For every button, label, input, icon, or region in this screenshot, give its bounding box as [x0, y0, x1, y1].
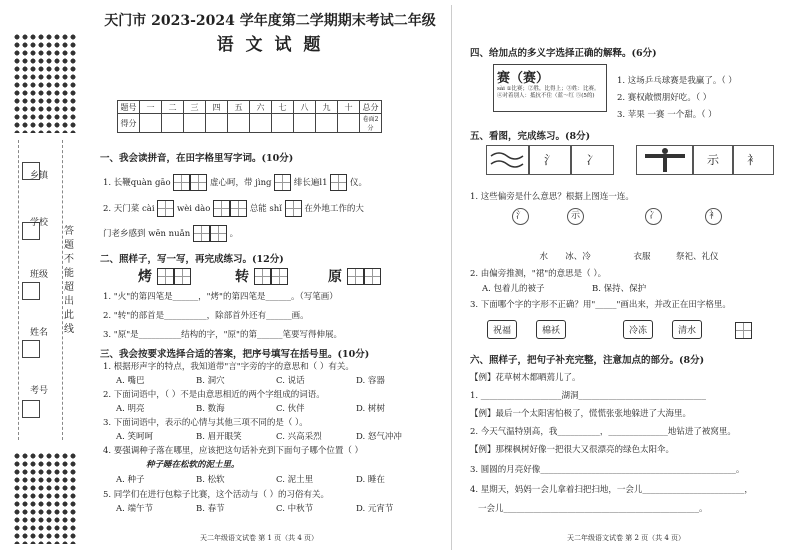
s3-q1-options [116, 375, 446, 387]
option[interactable]: A. 明亮 [116, 404, 145, 414]
exam-title: 天门市 2023-2024 学年度第二学期期末考试二年级 [104, 13, 436, 29]
option[interactable]: A. 包着儿的被子 [482, 284, 545, 294]
s1-text: 仪。 [349, 178, 367, 188]
sample-char: 转 [235, 269, 249, 285]
dictionary-char: 赛（赛） [497, 71, 550, 86]
s2-q3: 3. "原"是__________结构的字，"原"的第______笔要写得伸展。 [103, 330, 342, 340]
s6-line-3[interactable]: 3. 圆圆的月亮好像______________________________________________。 [470, 465, 745, 475]
radical-circle[interactable]: 氵 [512, 208, 529, 225]
score-cell: 十 [338, 101, 360, 114]
char-yuan [328, 266, 381, 286]
option[interactable]: B. 数海 [196, 404, 225, 414]
radical-box: 衤 [732, 145, 774, 175]
option[interactable]: C. 泥土里 [276, 475, 314, 485]
tianzige-box[interactable] [174, 268, 191, 285]
tianzige-box[interactable] [347, 268, 364, 285]
option[interactable]: A. 端午节 [116, 504, 154, 514]
sample-char: 原 [328, 269, 342, 285]
score-cell: 卷面2分 [360, 114, 382, 133]
s1-line-3 [103, 225, 238, 242]
char-kao [138, 266, 191, 286]
class-label: 班级 [30, 270, 49, 280]
s6-example-1: 【例】花草树木都晒蔫儿了。 [470, 373, 581, 383]
score-cell[interactable] [140, 114, 162, 133]
option[interactable]: B. 春节 [196, 504, 225, 514]
radical-circle[interactable]: 冫 [645, 208, 662, 225]
score-cell: 九 [316, 101, 338, 114]
option[interactable]: B. 松软 [196, 475, 225, 485]
s3-q5: 5. 同学们在进行包粽子比赛，这个活动与（ ）的习俗有关。 [103, 490, 330, 500]
tianzige-box[interactable] [735, 322, 752, 339]
exam-subtitle: 语 文 试 题 [216, 35, 324, 55]
s5-q1: 1. 这些偏旁是什么意思？根据上图连一连。 [470, 192, 634, 202]
s3-q2: 2. 下面词语中，（ ）不是由意思相近的两个字组成的词语。 [103, 390, 325, 400]
score-cell[interactable] [294, 114, 316, 133]
score-cell: 总分 [360, 101, 382, 114]
s1-text: 。 [229, 229, 239, 239]
name-field[interactable] [22, 340, 40, 358]
s5-q2-options [482, 283, 762, 295]
score-cell: 六 [250, 101, 272, 114]
option[interactable]: C. 说话 [276, 376, 305, 386]
score-cell: 七 [272, 101, 294, 114]
score-cell: 五 [228, 101, 250, 114]
tianzige-box[interactable] [230, 200, 247, 217]
score-cell[interactable] [184, 114, 206, 133]
score-cell: 三 [184, 101, 206, 114]
option[interactable]: C. 伙伴 [276, 404, 305, 414]
option[interactable]: D. 怒气冲冲 [356, 432, 402, 442]
section-1-heading: 一、我会读拼音，在田字格里写字词。(10分) [100, 153, 294, 164]
score-cell[interactable] [228, 114, 250, 133]
radical-circle[interactable]: 示 [567, 208, 584, 225]
section-5-heading: 五、看图，完成练习。(8分) [470, 131, 591, 142]
seal-line-note: 答题不能超出此线 [64, 226, 74, 335]
score-cell: 一 [140, 101, 162, 114]
section-4-heading: 四、给加点的多义字选择正确的解释。(6分) [470, 48, 657, 59]
tianzige-box[interactable] [364, 268, 381, 285]
score-cell: 题号 [118, 101, 140, 114]
student-info-strip [8, 140, 88, 440]
option[interactable]: B. 保持、保护 [592, 284, 647, 294]
tianzige-box[interactable] [285, 200, 302, 217]
word-box[interactable]: 冷冻 [623, 320, 653, 339]
s5-q2: 2. 由偏旁推测，"裙"的意思是（ ）。 [470, 269, 607, 279]
section-3-heading: 三、我会按要求选择合适的答案，把序号填写在括号里。(10分) [100, 349, 370, 360]
s1-line-2 [103, 200, 364, 217]
cut-line [18, 140, 19, 440]
option[interactable]: C. 兴高采烈 [276, 432, 322, 442]
score-cell: 四 [206, 101, 228, 114]
dictionary-defs: sài ①比赛；②胜，比得上；③姓：比赛。④对着别人：抵抗不住（蓝～红 ⑤(5的) [497, 86, 600, 99]
water-icon [487, 146, 529, 174]
section-6-heading: 六、照样子，把句子补充完整，注意加点的部分。(8分) [470, 355, 705, 366]
meaning-word[interactable]: 衣服 [633, 252, 651, 262]
binding-dots-top [13, 33, 77, 133]
altar-picture [636, 145, 694, 175]
dictionary-entry-box [493, 64, 607, 112]
s4-q1: 1. 这场乒乓球赛是我赢了。（ ） [617, 76, 737, 86]
name-label: 姓名 [30, 328, 49, 338]
score-cell[interactable] [316, 114, 338, 133]
radical-box: 冫 [570, 145, 614, 175]
tianzige-box[interactable] [254, 268, 271, 285]
s3-q4-sentence: 种子睡在松软的泥土里。 [146, 460, 240, 470]
altar-icon [637, 146, 693, 174]
score-table-score-row [118, 114, 382, 133]
tianzige-box[interactable] [173, 174, 190, 191]
score-cell[interactable] [272, 114, 294, 133]
option[interactable]: A. 笑呵呵 [116, 432, 154, 442]
option[interactable]: C. 中秋节 [276, 504, 314, 514]
s1-text: 总能 shǐ [249, 204, 282, 214]
s5-q3: 3. 下面哪个字的字形不正确？用"_____"画出来，并改正在田字格里。 [470, 300, 731, 310]
water-picture [486, 145, 530, 175]
meaning-word[interactable]: 冰、冷 [565, 252, 591, 262]
binding-dots-bottom [13, 452, 77, 544]
option[interactable]: D. 元宵节 [356, 504, 394, 514]
tianzige-box[interactable] [271, 268, 288, 285]
option[interactable]: D. 睡在 [356, 475, 385, 485]
score-cell[interactable] [250, 114, 272, 133]
option[interactable]: B. 眉开眼笑 [196, 432, 242, 442]
meaning-word[interactable]: 祭祀、礼仪 [676, 252, 719, 262]
s1-text: 在外地工作的大 [304, 204, 364, 214]
exam-number-field[interactable] [22, 400, 40, 418]
s6-line-2[interactable]: 2. 今天气温特别高，我__________，______________地钻进了被窝里。 [470, 427, 736, 437]
seal-line [62, 140, 63, 440]
option[interactable]: A. 种子 [116, 475, 145, 485]
s1-text: 1. 长鞭quàn gāo [103, 178, 171, 188]
score-cell[interactable] [338, 114, 360, 133]
s6-line-4b[interactable]: 一会儿______________________________________________。 [478, 504, 708, 514]
s1-text: 虚心呵，带 jìng [210, 178, 272, 188]
township-label: 乡镇 [30, 171, 49, 181]
char-zhuan [235, 266, 288, 286]
class-field[interactable] [22, 282, 40, 300]
option[interactable]: B. 洞穴 [196, 376, 225, 386]
s1-text: 绯长遍l1 [293, 178, 328, 188]
tianzige-box[interactable] [193, 225, 210, 242]
s1-line-1 [103, 174, 367, 191]
tianzige-box[interactable] [190, 174, 207, 191]
s2-q2: 2. "转"的部首是__________，除部首外还有______画。 [103, 311, 309, 321]
option[interactable]: A. 嘴巴 [116, 376, 145, 386]
s3-q2-options [116, 403, 446, 415]
s6-example-3: 【例】那棵枫树好像一把很大又很漂亮的绿色太阳伞。 [470, 445, 675, 455]
exam-number-label: 考号 [30, 386, 49, 396]
page-1-footer: 天二年级语文试卷 第 1 页（共 4 页） [200, 534, 319, 542]
meaning-word[interactable]: 水 [539, 252, 548, 262]
s6-example-2: 【例】最后一个太阳害怕极了，慌慌张张地躲进了大海里。 [470, 409, 692, 419]
word-box[interactable]: 祝福 [487, 320, 517, 339]
s4-q3: 3. 苹果 一赛 一个甜。（ ） [617, 110, 717, 120]
page-2-footer: 天二年级语文试卷 第 2 页（共 4 页） [567, 534, 686, 542]
score-cell[interactable] [206, 114, 228, 133]
option[interactable]: D. 容器 [356, 376, 385, 386]
score-cell[interactable] [162, 114, 184, 133]
tianzige-box[interactable] [330, 174, 347, 191]
s1-text: 2. 天门菜 cài [103, 204, 155, 214]
radical-box: 氵 [528, 145, 572, 175]
sample-char: 烤 [138, 269, 152, 285]
s2-q1: 1. "火"的第四笔是______，"烤"的第四笔是______。（写笔画） [103, 292, 338, 302]
s3-q4-options [116, 474, 446, 486]
score-cell: 八 [294, 101, 316, 114]
s6-line-1[interactable]: 1. ___________________湖洞______________________________ [470, 391, 707, 401]
tianzige-box[interactable] [210, 225, 227, 242]
tianzige-box[interactable] [274, 174, 291, 191]
tianzige-box[interactable] [157, 200, 174, 217]
correction-grid [735, 320, 752, 339]
s4-q2: 2. 赛权敞惯朋好吃。（ ） [617, 93, 712, 103]
score-cell: 得分 [118, 114, 140, 133]
s3-q3: 3. 下面词语中，表示的心情与其他三项不同的是（ ）。 [103, 418, 308, 428]
word-box[interactable]: 清水 [672, 320, 702, 339]
s1-text: wèi dào [176, 204, 211, 214]
s3-q5-options [116, 503, 446, 515]
radical-circle[interactable]: 衤 [705, 208, 722, 225]
section-2-heading: 二、照样子，写一写，再完成练习。(12分) [100, 254, 284, 265]
s6-line-4[interactable]: 4. 星期天，妈妈一会儿拿着扫把扫地，一会儿________________________， [470, 485, 753, 495]
tianzige-box[interactable] [213, 200, 230, 217]
s3-q3-options [116, 431, 446, 443]
school-label: 学校 [30, 218, 49, 228]
score-table [117, 100, 382, 133]
tianzige-box[interactable] [157, 268, 174, 285]
word-box[interactable]: 棉袄 [536, 320, 566, 339]
s1-text: 门老乡感到 wēn nuǎn [103, 229, 191, 239]
s3-q1: 1. 根据形声字的特点，我知道带"言"字旁的字的意思和（ ）有关。 [103, 362, 354, 372]
radical-box: 示 [692, 145, 734, 175]
s3-q4: 4. 要强调种子落在哪里，应该把这句话补充到下面句子哪个位置（ ） [103, 446, 364, 456]
score-cell: 二 [162, 101, 184, 114]
score-table-header-row [118, 101, 382, 114]
meaning-words [503, 251, 773, 263]
option[interactable]: D. 树树 [356, 404, 385, 414]
page-divider [451, 5, 452, 550]
